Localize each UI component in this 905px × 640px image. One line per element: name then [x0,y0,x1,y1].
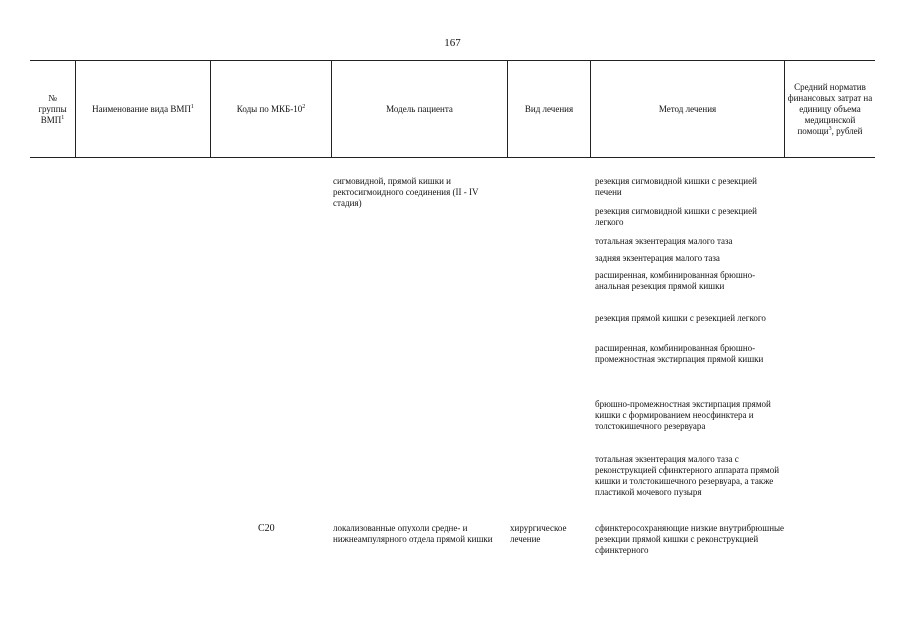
method-item: тотальная экзентерация малого таза [595,236,733,246]
icd-code-cell: C20 [258,523,275,534]
method-item: резекция прямой кишки с резекцией легкого [595,313,766,323]
table-header [30,60,875,158]
header-treatment-label: Вид лечения [524,103,574,114]
header-cost: Средний норматив финансовых затрат на единицу объема медицинской помощи$^3$, рублей [787,81,873,136]
header-method-label: Метод лечения [658,103,717,114]
method-item: резекция сигмовидной кишки с резекцией печени [595,176,757,197]
header-name: Наименование вида ВМП$^1$ [92,103,194,114]
header-treatment [508,61,590,157]
page-number: 167 [444,37,461,49]
method-item: брюшно-промежностная экстирпация прямой кишки с формированием неосфинктера и толстокишечного резервуара [595,399,771,431]
method-item: расширенная, комбинированная брюшно-промежностная экстирпация прямой кишки [595,343,764,364]
method-item: задняя экзентерация малого таза [595,253,720,263]
method-item: расширенная, комбинированная брюшно-анальная резекция прямой кишки [595,270,756,291]
header-model-label: Модель пациента [386,103,453,114]
header-cost-label: Средний норматив финансовых затрат на единицу объема медицинской помощи [787,81,873,136]
method-item: резекция сигмовидной кишки с резекцией легкого [595,206,757,227]
header-method [591,61,784,157]
method-item: сфинктеросохраняющие низкие внутрибрюшные резекции прямой кишки с реконструкцией сфинктерного [595,523,785,555]
header-name-label: Наименование вида ВМП [92,103,191,114]
header-group-label: № группы ВМП [38,92,67,125]
header-model [332,61,507,157]
patient-model-cell: сигмовидной, прямой кишки и ректосигмоидного соединения (II - IV стадия) [333,176,479,208]
treatment-type-cell: хирургическое лечение [510,523,567,544]
method-item: тотальная экзентерация малого таза с реконструкцией сфинктерного аппарата прямой кишки и толстокишечного резервуара, а также пластикой мочевого пузыря [595,454,780,497]
header-codes: Коды по МКБ-$10^2$ [236,103,306,114]
patient-model-cell: локализованные опухоли средне- и нижнеампулярного отдела прямой кишки [333,523,493,544]
header-codes-label: Коды по МКБ-10 [236,103,303,114]
header-group: № группы ВМП$^1$ [38,92,67,125]
